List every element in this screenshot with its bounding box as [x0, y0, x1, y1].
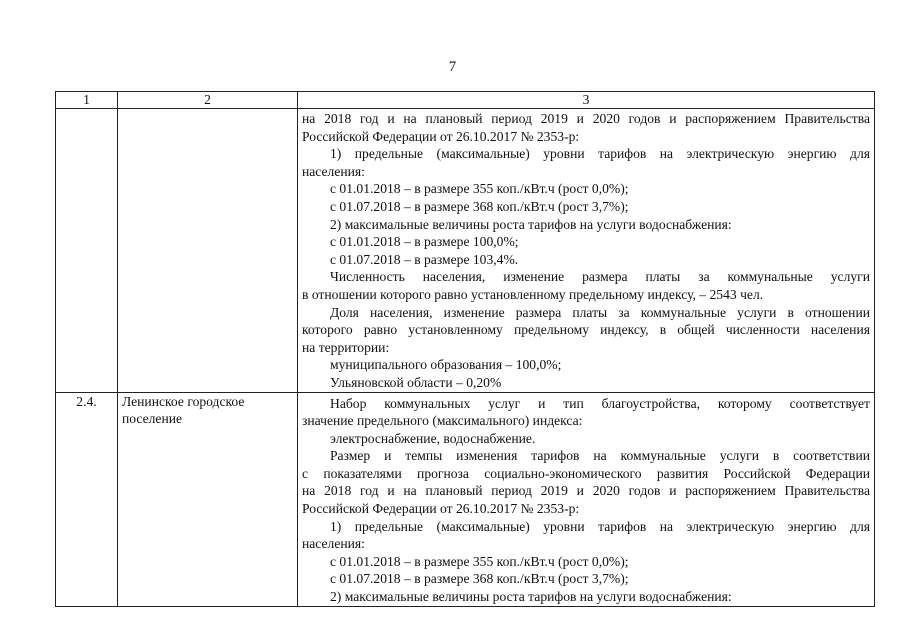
header-col-2: 2	[118, 92, 298, 109]
text-line: 2) максимальные величины роста тарифов на услуги водоснабжения:	[330, 589, 732, 605]
table-header	[56, 92, 875, 109]
tariff-table	[55, 91, 875, 607]
text-line: с 01.01.2018 – в размере 100,0%;	[330, 234, 519, 250]
text-line: значение предельного (максимального) индекса:	[302, 413, 583, 429]
text-line: населения:	[302, 536, 365, 552]
text-line: электроснабжение, водоснабжение.	[330, 430, 536, 446]
text-line: в отношении которого равно установленному предельному индексу, – 2543 чел.	[302, 286, 764, 302]
text-line: Российской Федерации от 26.10.2017 № 2353-р:	[302, 501, 580, 517]
text-line: 2) максимальные величины роста тарифов на услуги водоснабжения:	[330, 216, 732, 232]
text-line: на территории:	[302, 339, 390, 355]
text-line: 1) предельные (максимальные) уровни тарифов на электрическую энергию для	[330, 518, 870, 534]
text-line: Набор коммунальных услуг и тип благоустройства, которому соответствует	[330, 395, 870, 411]
text-line: Ульяновской области – 0,20%	[330, 374, 502, 390]
text-line: 1) предельные (максимальные) уровни тарифов на электрическую энергию для	[330, 146, 870, 162]
text-line: с 01.01.2018 – в размере 355 коп./кВт.ч (рост 0,0%);	[330, 553, 629, 569]
text-line: с 01.07.2018 – в размере 368 коп./кВт.ч (рост 3,7%);	[330, 571, 629, 587]
header-col-1: 1	[56, 92, 118, 109]
text-line: Доля населения, изменение размера платы за коммунальные услуги в отношении	[330, 304, 870, 320]
header-row	[56, 92, 875, 109]
text-line: Размер и темпы изменения тарифов на коммунальные услуги в соответствии	[330, 448, 870, 464]
settlement-name	[118, 109, 298, 393]
page-number: 7	[448, 59, 457, 75]
text-line: которого равно установленному предельному индексу, в общей численности населения	[302, 322, 870, 338]
text-line: с 01.07.2018 – в размере 368 коп./кВт.ч (рост 3,7%);	[330, 198, 629, 214]
text-line: с 01.07.2018 – в размере 103,4%.	[330, 251, 519, 267]
text-line: Российской Федерации от 26.10.2017 № 2353-р:	[302, 128, 580, 144]
row-number: 2.4.	[56, 392, 118, 606]
text-line: с показателями прогноза социально-экономического развития Российской Федерации	[302, 465, 870, 481]
tariff-description	[298, 392, 875, 606]
text-line: на 2018 год и на плановый период 2019 и 2020 годов и распоряжением Правительства	[302, 111, 870, 126]
table-row	[56, 109, 875, 393]
text-line: Численность населения, изменение размера платы за коммунальные услуги	[330, 269, 870, 285]
text-line: на 2018 год и на плановый период 2019 и 2020 годов и распоряжением Правительства	[302, 483, 870, 499]
text-line: населения:	[302, 163, 365, 179]
text-line: муниципального образования – 100,0%;	[330, 357, 562, 373]
table-row	[56, 392, 875, 606]
settlement-name: Ленинское городское поселение	[118, 392, 298, 606]
header-col-3: 3	[298, 92, 875, 109]
row-number	[56, 109, 118, 393]
text-line: с 01.01.2018 – в размере 355 коп./кВт.ч (рост 0,0%);	[330, 181, 629, 197]
tariff-description	[298, 109, 875, 393]
